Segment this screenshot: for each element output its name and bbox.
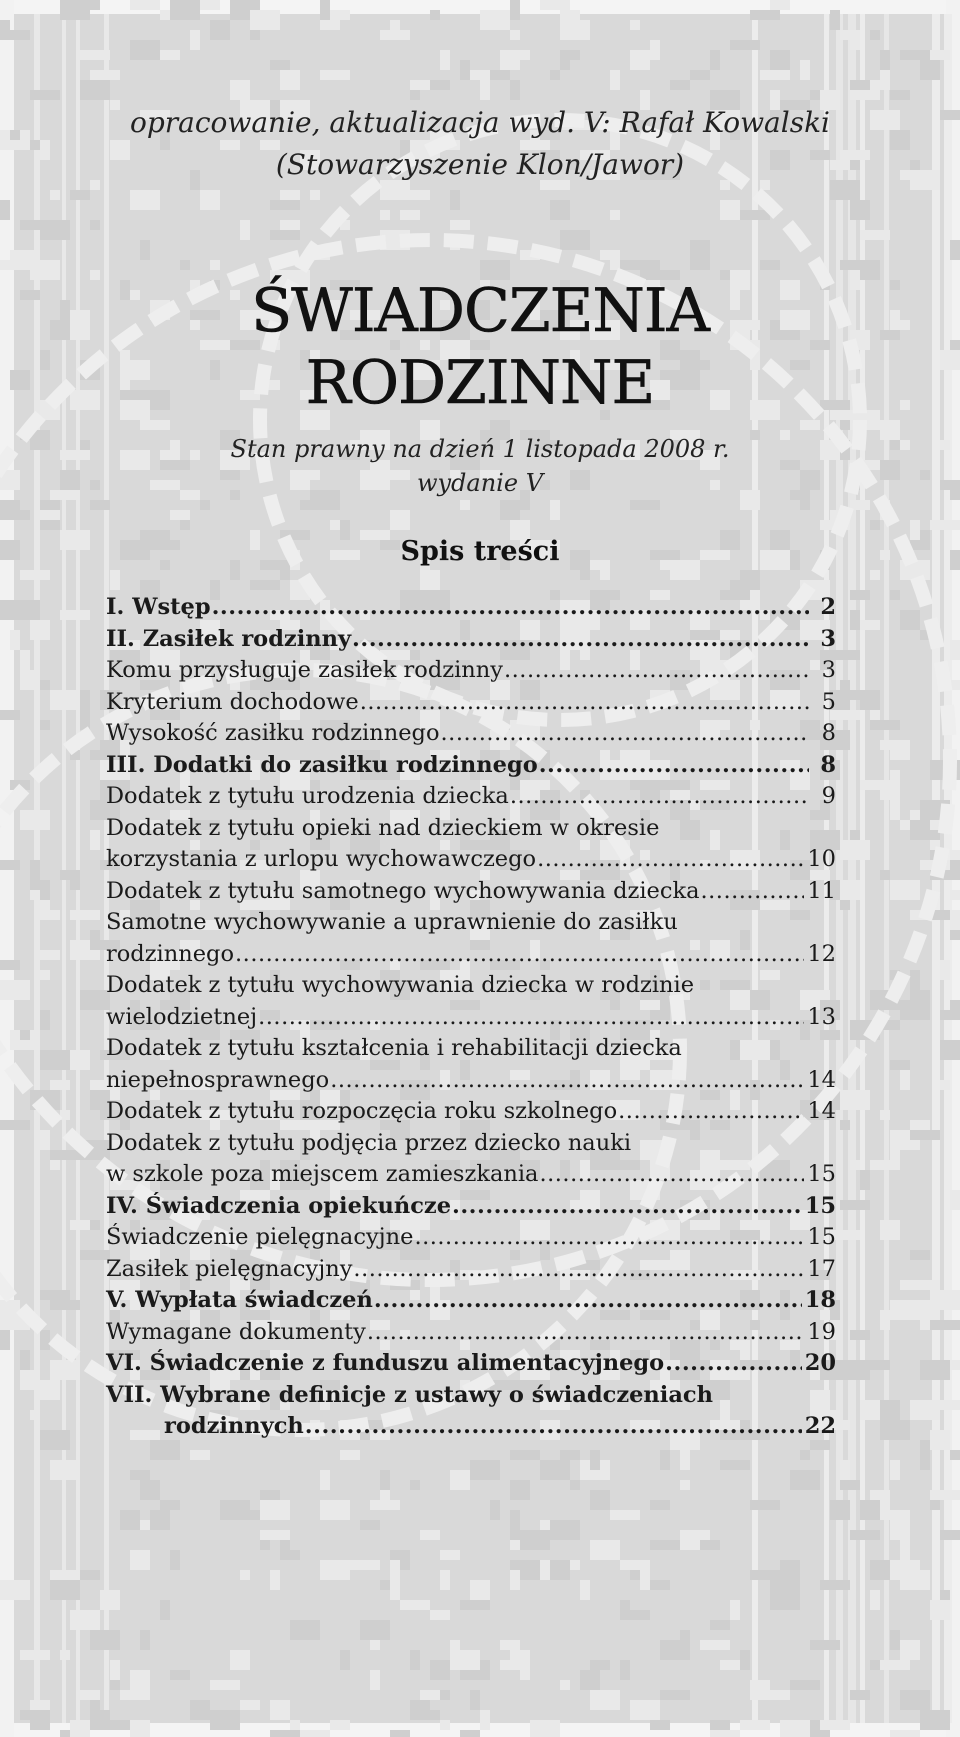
toc-entry-title: VII. Wybrane definicje z ustawy o świadczeniach <box>106 1381 713 1408</box>
toc-page-number: 10 <box>807 846 836 872</box>
toc-entry-title: III. Dodatki do zasiłku rodzinnego <box>106 751 538 778</box>
toc-entry[interactable] <box>106 718 836 750</box>
toc-page-number: 3 <box>821 657 836 683</box>
toc-dot-leader <box>305 1411 802 1443</box>
toc-entry-title: II. Zasiłek rodzinny <box>106 625 352 652</box>
toc-entry[interactable] <box>106 907 836 970</box>
toc-dot-leader <box>374 1285 802 1317</box>
document-title <box>0 275 960 419</box>
toc-entry-title: V. Wypłata świadczeń <box>106 1287 373 1313</box>
toc-dot-leader <box>414 1222 804 1254</box>
author-credit-line-1: opracowanie, aktualizacja wyd. V: Rafał Kowalski <box>130 106 830 139</box>
toc-entry[interactable] <box>106 1128 836 1191</box>
toc-page-number: 15 <box>807 1224 836 1250</box>
toc-entry[interactable] <box>106 1033 836 1096</box>
toc-entry[interactable] <box>106 1380 836 1443</box>
toc-page-number: 22 <box>804 1413 836 1439</box>
toc-entry-title: wielodzietnej <box>106 1003 258 1030</box>
toc-entry[interactable] <box>106 1348 836 1380</box>
toc-entry-title: Wysokość zasiłku rodzinnego <box>106 720 440 746</box>
toc-entry-title: Kryterium dochodowe <box>106 688 359 715</box>
toc-page-number: 17 <box>807 1255 836 1282</box>
toc-entry-title: Dodatek z tytułu opieki nad dzieckiem w okresie <box>106 814 660 841</box>
toc-entry[interactable] <box>106 687 836 719</box>
toc-dot-leader <box>360 687 809 719</box>
toc-page-number: 2 <box>820 594 836 620</box>
toc-entry[interactable] <box>106 750 836 782</box>
toc-page-number: 13 <box>807 1003 836 1030</box>
toc-entry[interactable] <box>106 781 836 813</box>
toc-dot-leader <box>665 1348 802 1380</box>
toc-entry[interactable] <box>106 876 836 908</box>
toc-page-number: 19 <box>807 1318 836 1345</box>
toc-entry[interactable] <box>106 655 836 687</box>
toc-entry[interactable] <box>106 1096 836 1128</box>
toc-dot-leader <box>258 1002 804 1034</box>
document-title-line-1: ŚWIADCZENIA <box>251 276 709 346</box>
toc-page-number: 15 <box>807 1161 836 1187</box>
toc-dot-leader <box>504 655 809 687</box>
toc-entry-title: IV. Świadczenia opiekuńcze <box>106 1192 452 1219</box>
toc-dot-leader <box>330 1065 804 1097</box>
toc-entry-title: Świadczenie pielęgnacyjne <box>106 1224 414 1250</box>
toc-page-number: 8 <box>820 751 836 778</box>
toc-entry-title: Dodatek z tytułu kształcenia i rehabilitacji dziecka <box>106 1035 682 1061</box>
toc-dot-leader <box>352 624 809 656</box>
toc-dot-leader <box>353 1254 804 1286</box>
toc-entry-title: Komu przysługuje zasiłek rodzinny <box>106 657 503 683</box>
author-credit-line-2: (Stowarzyszenie Klon/Jawor) <box>275 148 685 181</box>
toc-dot-leader <box>367 1317 805 1349</box>
toc-page-number: 20 <box>804 1350 836 1376</box>
toc-entry-title: Samotne wychowywanie a uprawnienie do zasiłku <box>106 909 678 935</box>
toc-dot-leader <box>441 718 809 750</box>
edition-number: wydanie V <box>416 469 544 497</box>
toc-page-number: 11 <box>807 877 836 904</box>
toc-entry[interactable] <box>106 1285 836 1317</box>
toc-dot-leader <box>537 844 804 876</box>
toc-entry-title: korzystania z urlopu wychowawczego <box>106 846 537 872</box>
toc-page-number: 18 <box>804 1287 836 1313</box>
toc-entry-title: Dodatek z tytułu samotnego wychowywania dziecka <box>106 877 700 904</box>
table-of-contents <box>106 592 836 1443</box>
toc-page-number: 12 <box>807 940 836 967</box>
toc-dot-leader <box>539 1159 804 1191</box>
toc-entry-title: Wymagane dokumenty <box>106 1318 366 1345</box>
toc-entry-title: Dodatek z tytułu wychowywania dziecka w rodzinie <box>106 972 695 998</box>
toc-entry-title: rodzinnego <box>106 940 235 967</box>
toc-dot-leader <box>618 1096 804 1128</box>
toc-entry-title: w szkole poza miejscem zamieszkania <box>106 1161 539 1187</box>
toc-dot-leader <box>452 1191 802 1223</box>
toc-entry-title: VI. Świadczenie z funduszu alimentacyjnego <box>106 1350 665 1376</box>
legal-status-date: Stan prawny na dzień 1 listopada 2008 r. <box>230 435 730 463</box>
toc-entry-title: Dodatek z tytułu urodzenia dziecka <box>106 783 509 809</box>
toc-page-number: 14 <box>807 1098 836 1124</box>
document-title-line-2: RODZINNE <box>305 348 655 418</box>
toc-dot-leader <box>235 939 804 971</box>
toc-page-number: 15 <box>804 1192 836 1219</box>
toc-page-number: 9 <box>821 783 836 809</box>
toc-entry[interactable] <box>106 624 836 656</box>
toc-dot-leader <box>510 781 809 813</box>
toc-entry-title: Dodatek z tytułu podjęcia przez dziecko nauki <box>106 1129 632 1156</box>
toc-dot-leader <box>701 876 805 908</box>
toc-entry[interactable] <box>106 1254 836 1286</box>
toc-page-number: 5 <box>821 688 836 715</box>
toc-entry-title: I. Wstęp <box>106 594 211 620</box>
toc-entry[interactable] <box>106 1191 836 1223</box>
toc-entry-title: Dodatek z tytułu rozpoczęcia roku szkolnego <box>106 1098 618 1124</box>
edition-info <box>0 432 960 500</box>
toc-dot-leader <box>539 750 809 782</box>
toc-entry[interactable] <box>106 813 836 876</box>
toc-entry[interactable] <box>106 1222 836 1254</box>
toc-dot-leader <box>212 592 809 624</box>
toc-entry[interactable] <box>106 970 836 1033</box>
toc-entry[interactable] <box>106 1317 836 1349</box>
toc-entry-title: niepełnosprawnego <box>106 1066 330 1093</box>
toc-entry[interactable] <box>106 592 836 624</box>
toc-page-number: 14 <box>807 1066 836 1093</box>
toc-page-number: 3 <box>820 625 836 652</box>
toc-page-number: 8 <box>821 720 836 746</box>
toc-entry-title: rodzinnych <box>164 1413 304 1439</box>
author-credit <box>0 102 960 186</box>
toc-heading: Spis treści <box>400 536 560 567</box>
toc-entry-title: Zasiłek pielęgnacyjny <box>106 1255 353 1282</box>
